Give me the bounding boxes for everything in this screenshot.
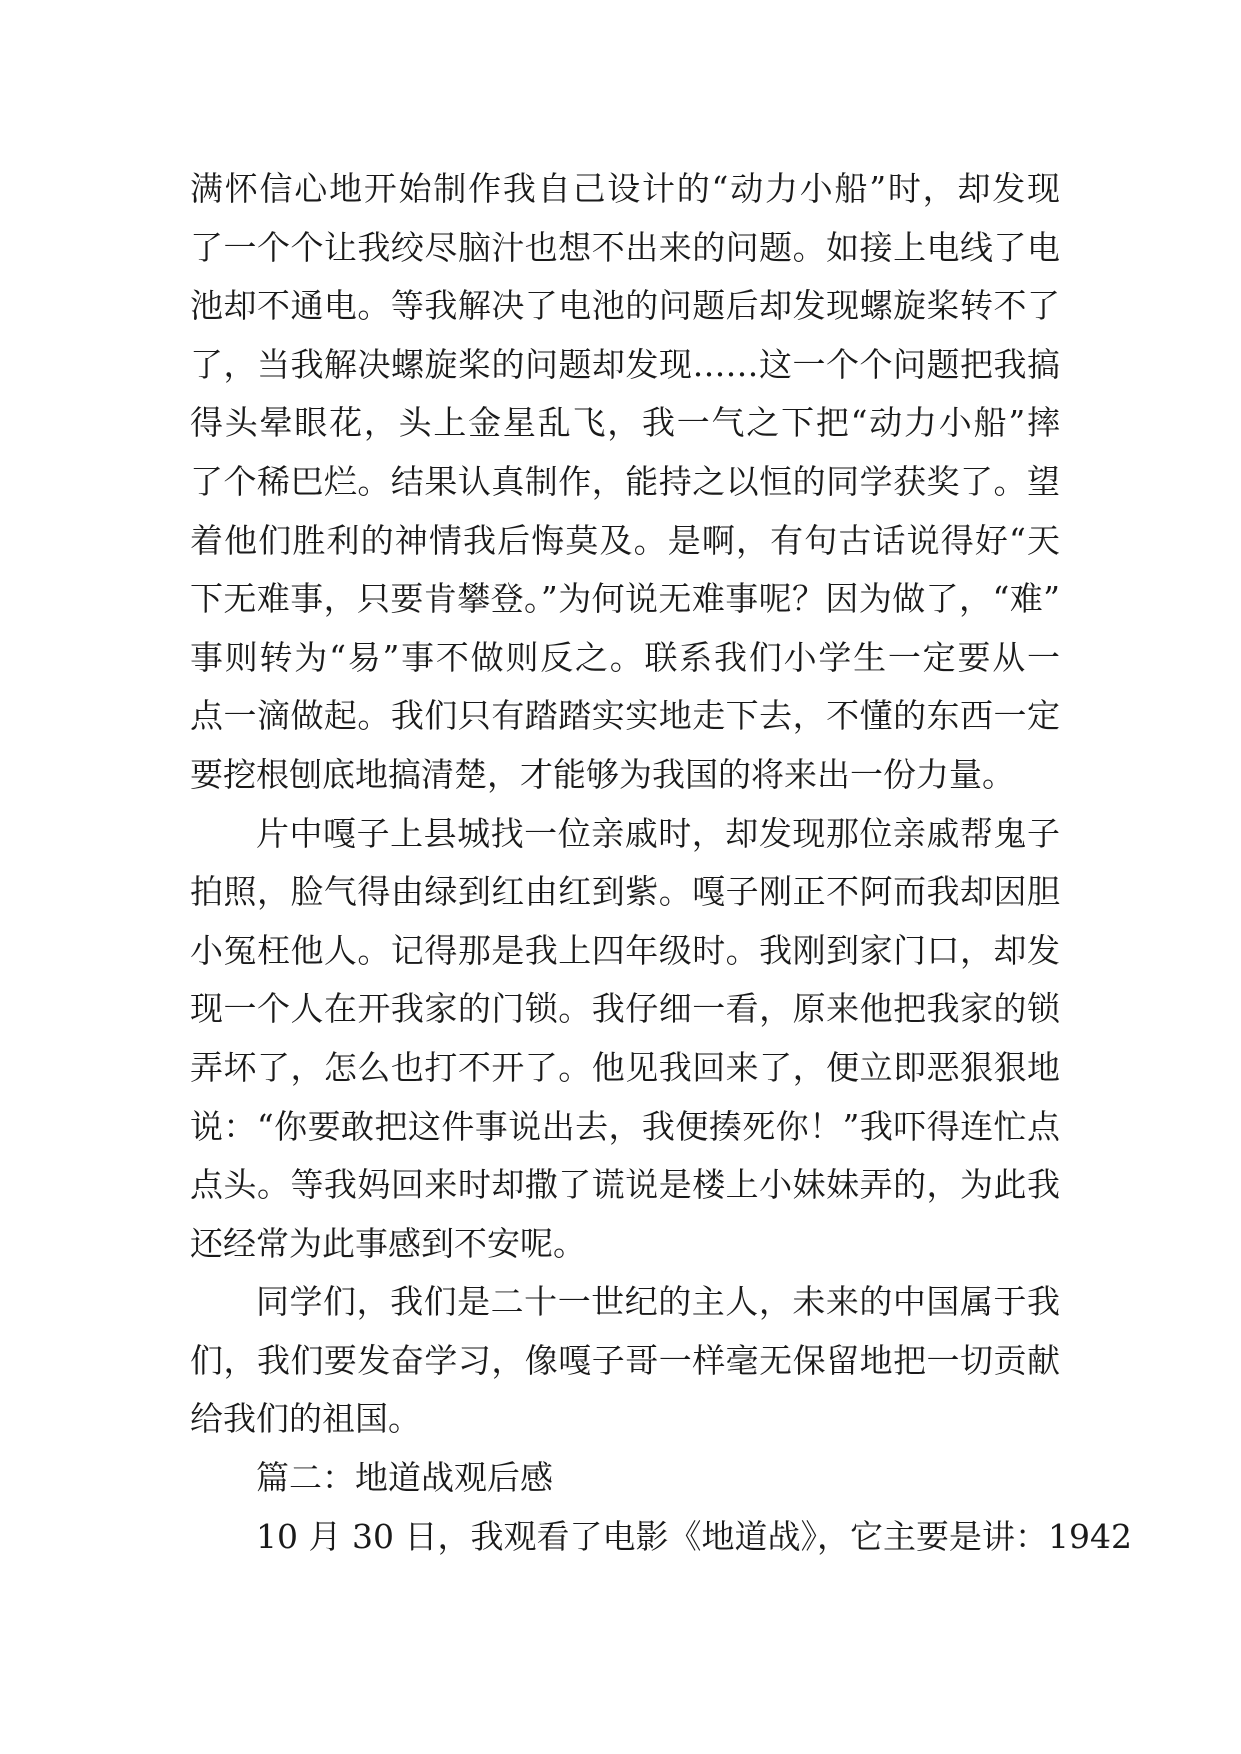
paragraph-start-line: 片中嘎子上县城找一位亲戚时，却发现那位亲戚帮鬼子 xyxy=(256,813,1060,853)
text-line: 了个稀巴烂。结果认真制作，能持之以恒的同学获奖了。望 xyxy=(190,461,1060,501)
text-line: 要挖根刨底地搞清楚，才能够为我国的将来出一份力量。 xyxy=(190,754,1015,794)
paragraph-start-line: 10 月 30 日，我观看了电影《地道战》，它主要是讲：1942 xyxy=(256,1516,1132,1556)
text-line: 现一个人在开我家的门锁。我仔细一看，原来他把我家的锁 xyxy=(190,989,1060,1029)
text-line: 说：“你要敢把这件事说出去，我便揍死你！”我吓得连忙点 xyxy=(190,1106,1060,1146)
text-line: 得头晕眼花，头上金星乱飞，我一气之下把“动力小船”摔 xyxy=(190,403,1060,443)
text-line: 小冤枉他人。记得那是我上四年级时。我刚到家门口，却发 xyxy=(190,930,1060,970)
text-line: 了一个个让我绞尽脑汁也想不出来的问题。如接上电线了电 xyxy=(190,227,1060,267)
text-line: 下无难事，只要肯攀登。”为何说无难事呢？因为做了，“难” xyxy=(190,579,1060,619)
section-heading: 篇二：地道战观后感 xyxy=(256,1458,553,1498)
text-line: 拍照，脸气得由绿到红由红到紫。嘎子刚正不阿而我却因胆 xyxy=(190,872,1060,912)
text-line: 着他们胜利的神情我后悔莫及。是啊，有句古话说得好“天 xyxy=(190,520,1060,560)
text-line: 了，当我解决螺旋桨的问题却发现……这一个个问题把我搞 xyxy=(190,344,1060,384)
text-line: 满怀信心地开始制作我自己设计的“动力小船”时，却发现 xyxy=(190,169,1060,208)
text-line: 弄坏了，怎么也打不开了。他见我回来了，便立即恶狠狠地 xyxy=(190,1047,1060,1087)
text-line: 点头。等我妈回来时却撒了谎说是楼上小妹妹弄的，为此我 xyxy=(190,1165,1060,1205)
body-text xyxy=(190,160,1132,1566)
text-line: 还经常为此事感到不安呢。 xyxy=(190,1223,586,1263)
text-line: 们，我们要发奋学习，像嘎子哥一样毫无保留地把一切贡献 xyxy=(190,1340,1060,1380)
paragraph-start-line: 同学们，我们是二十一世纪的主人，未来的中国属于我 xyxy=(256,1282,1060,1322)
text-line: 给我们的祖国。 xyxy=(190,1399,421,1439)
text-line: 事则转为“易”事不做则反之。联系我们小学生一定要从一 xyxy=(190,637,1060,677)
text-line: 点一滴做起。我们只有踏踏实实地走下去，不懂的东西一定 xyxy=(190,696,1060,736)
text-line: 池却不通电。等我解决了电池的问题后却发现螺旋桨转不了 xyxy=(190,286,1060,326)
